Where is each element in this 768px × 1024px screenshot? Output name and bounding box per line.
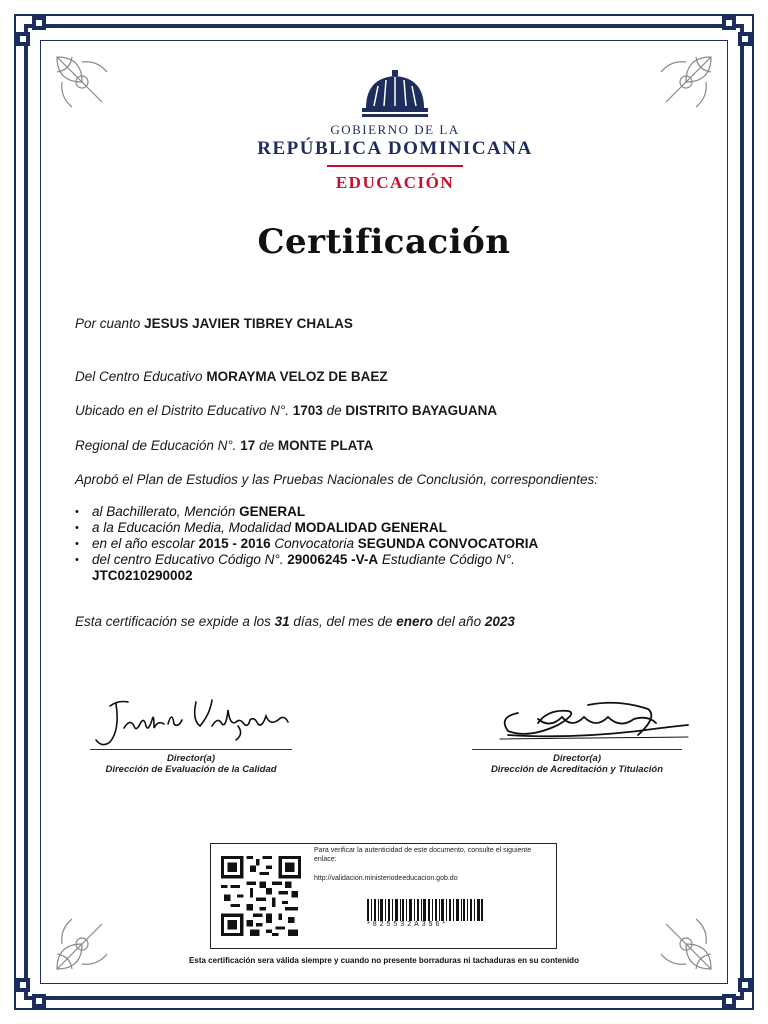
right-signature-icon — [488, 695, 698, 747]
right-signature-role: Director(a) — [552, 753, 602, 764]
corner-square — [16, 978, 30, 992]
left-signature-role: Director(a) — [166, 753, 216, 764]
student-name: JESUS JAVIER TIBREY CHALAS — [144, 316, 353, 331]
logo-divider — [327, 165, 463, 167]
district-connector: de — [326, 403, 342, 418]
corner-ornament-icon — [656, 52, 716, 112]
regional-number: 17 — [240, 438, 256, 453]
center-code-value: 29006245 — [287, 552, 348, 567]
right-signature-dept: Dirección de Acreditación y Titulación — [490, 764, 664, 775]
left-signature-icon — [88, 690, 303, 752]
center-prefix: Del Centro Educativo — [75, 369, 203, 384]
corner-ornament-icon — [52, 52, 112, 112]
student-code-label: Estudiante Código N°. — [381, 552, 515, 567]
corner-ornament-icon — [656, 914, 716, 974]
validity-footer: Esta certificación sera válida siempre y cuando no presente borraduras ni tachaduras en su contenido — [189, 956, 579, 965]
approved-line — [75, 472, 598, 487]
certificate-title: Certificación — [257, 222, 511, 262]
regional-connector: de — [259, 438, 275, 453]
list-item — [75, 520, 675, 536]
barcode-number: *825532A356* — [367, 921, 449, 928]
year-value: 2015 - 2016 — [198, 536, 271, 551]
regional-prefix: Regional de Educación N°. — [75, 438, 237, 453]
student-prefix: Por cuanto — [75, 316, 141, 331]
issue-line — [75, 614, 515, 629]
right-signature-block — [472, 749, 682, 775]
district-prefix: Ubicado en el Distrito Educativo N°. — [75, 403, 289, 418]
corner-square — [16, 32, 30, 46]
barcode-icon — [367, 899, 483, 921]
list-item — [75, 552, 675, 584]
signature-line — [90, 749, 292, 750]
convocatoria-label: Convocatoria — [274, 536, 354, 551]
student-code-value: JTC0210290002 — [92, 568, 193, 583]
corner-square — [738, 978, 752, 992]
verification-url[interactable]: http://validacion.ministeriodeeducacion.gob.do — [314, 875, 458, 882]
district-number: 1703 — [292, 403, 323, 418]
approved-text: Aprobó el Plan de Estudios y las Pruebas Nacionales de Conclusión, correspondientes: — [75, 472, 599, 487]
signature-line — [472, 749, 682, 750]
center-line — [75, 369, 388, 384]
ministry-logo — [240, 68, 550, 198]
media-value: MODALIDAD GENERAL — [294, 520, 447, 535]
list-item — [75, 536, 675, 552]
left-signature-block — [90, 749, 292, 775]
issue-text-3: del año — [436, 614, 482, 629]
bachillerato-value: GENERAL — [239, 504, 306, 519]
issue-month: enero — [396, 614, 434, 629]
corner-square — [738, 32, 752, 46]
logo-line-2: REPÚBLICA DOMINICANA — [257, 138, 533, 159]
corner-ornament-icon — [52, 914, 112, 974]
center-name: MORAYMA VELOZ DE BAEZ — [206, 369, 388, 384]
year-label: en el año escolar — [92, 536, 195, 551]
media-label: a la Educación Media, Modalidad — [92, 520, 291, 535]
qr-code-icon[interactable] — [221, 856, 301, 936]
program-list — [75, 504, 675, 584]
center-code-suffix: -V-A — [351, 552, 379, 567]
student-line — [75, 316, 353, 331]
center-code-label: del centro Educativo Código N°. — [92, 552, 284, 567]
district-name: DISTRITO BAYAGUANA — [345, 403, 498, 418]
regional-name: MONTE PLATA — [277, 438, 374, 453]
bachillerato-label: al Bachillerato, Mención — [92, 504, 236, 519]
verification-text: Para verificar la autenticidad de este documento, consulte el siguiente enlace: — [314, 847, 532, 863]
issue-text-1: Esta certificación se expide a los — [75, 614, 271, 629]
dome-icon — [360, 68, 430, 120]
corner-square — [722, 994, 736, 1008]
corner-square — [722, 16, 736, 30]
issue-day: 31 — [274, 614, 290, 629]
logo-line-3: EDUCACIÓN — [335, 173, 455, 192]
regional-line — [75, 438, 373, 453]
issue-year: 2023 — [484, 614, 515, 629]
issue-text-2: días, del mes de — [293, 614, 393, 629]
convocatoria-value: SEGUNDA CONVOCATORIA — [357, 536, 539, 551]
logo-line-1: GOBIERNO DE LA — [330, 122, 460, 137]
left-signature-dept: Dirección de Evaluación de la Calidad — [105, 764, 277, 775]
corner-square — [32, 994, 46, 1008]
verification-box — [210, 843, 557, 949]
list-item — [75, 504, 675, 520]
corner-square — [32, 16, 46, 30]
district-line — [75, 403, 497, 418]
